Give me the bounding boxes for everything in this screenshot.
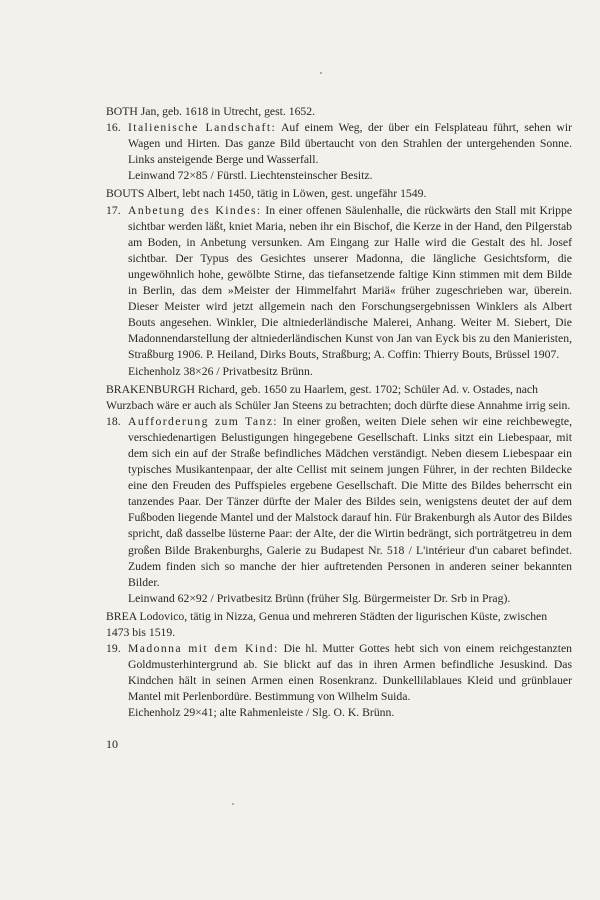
item-title: Aufforderung zum Tanz: xyxy=(128,414,278,428)
artist-heading: BOUTS Albert, lebt nach 1450, tätig in Löwen, gest. ungefähr 1549. xyxy=(106,187,427,201)
item-number: 16. xyxy=(106,121,121,135)
artist-heading: BOTH Jan, geb. 1618 in Utrecht, gest. 1652. xyxy=(106,105,316,118)
artist-heading: BREA Lodovico, tätig in Nizza, Genua und mehreren Städten der ligurischen Küste, zwischen 1473 bis 1519. xyxy=(106,609,548,639)
artist-heading: BRAKENBURGH Richard, geb. 1650 zu Haarlem, gest. 1702; Schüler Ad. v. Ostades, nach Wurzbach wäre er auch als Schüler Jan Steens zu betrachten; doch dürfte diese Annahme irrig sein. xyxy=(106,382,571,412)
item-number: 19. xyxy=(106,642,121,656)
paper-speck xyxy=(320,72,322,74)
item-number: 18. xyxy=(106,414,121,428)
item-description: In einer offenen Säulenhalle, die rückwärts den Stall mit Krippe sichtbar werden läßt, kniet Maria, neben ihr ein Bischof, die Kerze in der Hand, den Pilgerstab am Boden, in Anbetung versunken. Am Eingang zur Halle wird die Gestalt des hl. Josef sichtbar. Der Typus des Gesichtes unserer Madonna, die längliche Gesichtsform, die ungewöhnlich hohe, gewölbte Stirne, das tiefansetzende faltige Kinn stimmen mit dem Bilde in Berlin, das dem »Meister der Himmelfahrt Mariä« früher zugeschrieben war, überein. Dieser Meister wird jetzt allgemein nach den Forschungsergebnissen Winklers als Albert Bouts angesehen. Winkler, Die altniederländische Malerei, Anhang. Weiter M. Siebert, Die Madonnendarstellung der altniederländischen Kunst von Jan van Eyck bis zu den Manieristen, Straßburg 1906. P. Heiland, Dirks Bouts, Straßburg; A. Coffin: Thierry Bouts, Brüssel 1907. xyxy=(128,203,573,362)
item-description: In einer großen, weiten Diele sehen wir eine reichbewegte, verschiedenartigen Belustigungen hingegebene Gesellschaft. Links sitzt ein Liebespaar, mit dem sich ein auf der Straße befindliches Mädchen verständigt. Neben diesem Liebespaar ein typisches Musikantenpaar, der alte Cellist mit seinem jungen Führer, in der rechten Bildecke eine den Freuden des Puffspieles ergebene Gesellschaft. Die Mitte des Bildes beherrscht ein tanzendes Paar. Der Tänzer dürfte der Maler des Bildes sein, wenigstens deutet der auf dem Fußboden liegende Mantel und der Malstock darauf hin. Für Brakenburgh als Autor des Bildes spricht, daß dasselbe lüsterne Paar: der Alte, der die Wirtin bedrängt, sich porträtgetreu in dem großen Bilde Brakenburghs, Galerie zu Budapest Nr. 518 / L'intérieur d'un cabaret befindet. Zudem finden sich so manche der hier auftretenden Personen in anderen seiner bekannten Bilder. xyxy=(128,414,573,589)
item-measure: Leinwand 72×85 / Fürstl. Liechtensteinscher Besitz. xyxy=(128,169,373,183)
catalogue-entry-bouts xyxy=(106,186,572,379)
item-number: 17. xyxy=(106,203,121,217)
item-title: Anbetung des Kindes: xyxy=(128,203,262,217)
catalogue-item-17 xyxy=(106,203,572,380)
catalogue-item-18 xyxy=(106,414,572,607)
catalogue-entry-both xyxy=(106,104,572,184)
item-measure: Leinwand 62×92 / Privatbesitz Brünn (früher Slg. Bürgermeister Dr. Srb in Prag). xyxy=(128,591,511,605)
item-description: Auf einem Weg, der über ein Felsplateau führt, sehen wir Wagen und Hirten. Das ganze Bild übertaucht von den Strahlen der untergehenden Sonne. Links ansteigende Berge und Wasserfall. xyxy=(128,121,572,167)
catalogue-item-16 xyxy=(106,120,572,184)
item-title: Italienische Landschaft: xyxy=(128,121,277,135)
item-measure: Eichenholz 29×41; alte Rahmenleiste / Slg. O. K. Brünn. xyxy=(128,706,395,720)
catalogue-page xyxy=(106,104,572,722)
item-description: Die hl. Mutter Gottes hebt sich von einem reichgestanzten Goldmusterhintergrund ab. Sie blickt auf das in ihren Armen befindliche Jesuskind. Das Kindchen hält in seinen Armen einen Rosenkranz. Dunkellilablaues Kleid und grünblauer Mantel mit Perlenbordüre. Bestimmung von Wilhelm Suida. xyxy=(128,642,572,704)
page-number: 10 xyxy=(106,737,118,751)
catalogue-entry-brea xyxy=(106,609,572,722)
catalogue-entry-brakenburgh xyxy=(106,382,572,607)
catalogue-item-19 xyxy=(106,641,572,721)
paper-speck xyxy=(232,803,234,805)
item-title: Madonna mit dem Kind: xyxy=(128,642,279,656)
item-measure: Eichenholz 38×26 / Privatbesitz Brünn. xyxy=(128,364,313,378)
